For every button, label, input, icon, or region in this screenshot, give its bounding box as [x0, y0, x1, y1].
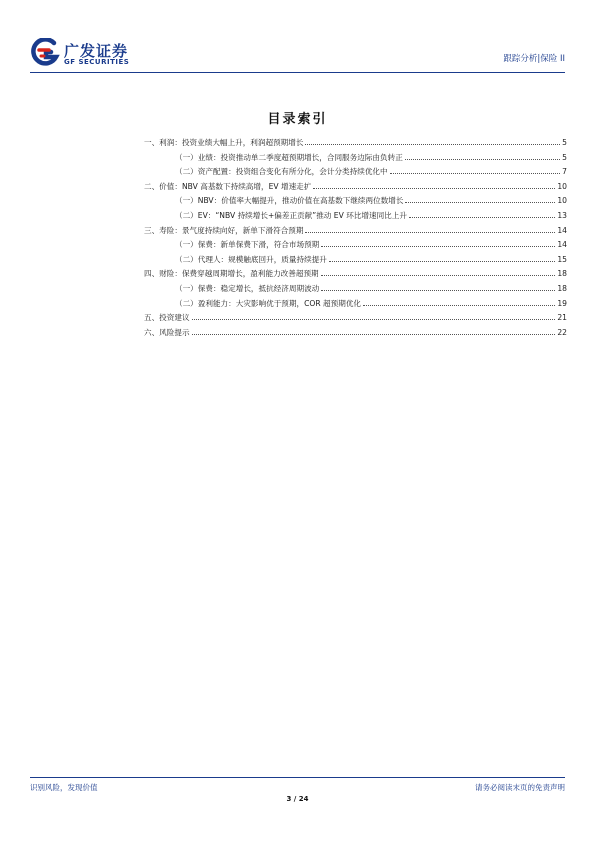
toc-entry-page: 10	[557, 196, 567, 206]
toc-entry-page: 10	[557, 181, 567, 191]
table-of-contents	[144, 137, 567, 341]
toc-entry-page: 14	[557, 240, 567, 250]
footer-slogan: 识别风险，发现价值	[30, 783, 98, 792]
footer-disclaimer: 请务必阅读末页的免责声明	[475, 783, 565, 792]
toc-entry[interactable]	[144, 327, 567, 342]
toc-entry-title: 四、财险：保费穿越周期增长，盈利能力改善超预期	[144, 269, 319, 279]
toc-entry-title: 六、风险提示	[144, 327, 190, 337]
toc-entry[interactable]	[144, 137, 567, 152]
toc-entry-page: 22	[557, 327, 567, 337]
toc-entry-title: （二）盈利能力：大灾影响优于预期，COR 超预期优化	[175, 298, 362, 308]
toc-dot-leader	[192, 333, 556, 335]
toc-dot-leader	[390, 172, 561, 174]
toc-entry-page: 18	[557, 283, 567, 293]
toc-entry-title: 三、寿险：景气度持续向好，新单下滑符合预期	[144, 225, 304, 235]
toc-entry-page: 15	[557, 254, 567, 264]
toc-entry-page: 5	[562, 152, 567, 162]
toc-entry[interactable]	[144, 239, 567, 254]
toc-entry[interactable]	[144, 181, 567, 196]
report-category: 跟踪分析|保险 II	[503, 54, 565, 64]
toc-entry[interactable]	[144, 254, 567, 269]
toc-entry-page: 21	[557, 313, 567, 323]
toc-entry-page: 14	[557, 225, 567, 235]
toc-entry-title: （一）保费：新单保费下滑，符合市场预期	[175, 240, 320, 250]
toc-entry-title: （二）EV：“NBV 持续增长+偏差正贡献”推动 EV 环比增速同比上升	[175, 210, 407, 220]
toc-entry-title: （二）资产配置：投资组合变化有所分化，会计分类持续优化中	[175, 167, 388, 177]
toc-entry-page: 5	[562, 138, 567, 147]
toc-entry-page: 19	[557, 298, 567, 308]
toc-entry[interactable]	[144, 283, 567, 298]
toc-dot-leader	[192, 318, 556, 320]
brand-name-en: GF SECURITIES	[64, 58, 130, 66]
toc-dot-leader	[305, 143, 560, 145]
toc-entry-title: （二）代理人：规模触底回升，质量持续提升	[175, 254, 327, 264]
toc-dot-leader	[405, 201, 555, 203]
toc-entry[interactable]	[144, 195, 567, 210]
header-divider	[30, 72, 565, 73]
toc-title: 目录索引	[267, 112, 328, 127]
toc-entry[interactable]	[144, 225, 567, 240]
toc-dot-leader	[321, 274, 556, 276]
gf-logo-icon	[30, 38, 60, 68]
toc-entry-title: （一）保费：稳定增长，抵抗经济周期波动	[175, 283, 320, 293]
toc-entry[interactable]	[144, 298, 567, 313]
toc-dot-leader	[313, 187, 555, 189]
footer-divider	[30, 777, 565, 778]
toc-dot-leader	[321, 245, 555, 247]
brand-logo	[30, 38, 160, 70]
toc-entry-title: 一、利润：投资业绩大幅上升，利润超预期增长	[144, 138, 304, 147]
toc-entry-title: （一）业绩：投资推动单二季度超预期增长，合同服务边际由负转正	[175, 152, 403, 162]
toc-entry[interactable]	[144, 210, 567, 225]
toc-entry[interactable]	[144, 152, 567, 167]
toc-entry-page: 13	[557, 210, 567, 220]
page-number: 3 / 24	[286, 795, 309, 803]
toc-entry-title: 五、投资建议	[144, 313, 190, 323]
page-header	[30, 38, 565, 72]
toc-entry-title: 二、价值：NBV 高基数下持续高增，EV 增速走扩	[144, 181, 312, 191]
toc-entry[interactable]	[144, 268, 567, 283]
toc-dot-leader	[329, 260, 555, 262]
toc-dot-leader	[405, 158, 560, 160]
toc-dot-leader	[305, 231, 555, 233]
toc-entry-page: 18	[557, 269, 567, 279]
toc-entry-page: 7	[562, 167, 567, 177]
toc-dot-leader	[363, 304, 555, 306]
toc-entry[interactable]	[144, 166, 567, 181]
brand-name-cn: 广发证券	[64, 42, 129, 60]
toc-entry-title: （一）NBV：价值率大幅提升，推动价值在高基数下继续两位数增长	[175, 196, 404, 206]
toc-entry[interactable]	[144, 312, 567, 327]
toc-dot-leader	[321, 289, 555, 291]
toc-dot-leader	[409, 216, 555, 218]
